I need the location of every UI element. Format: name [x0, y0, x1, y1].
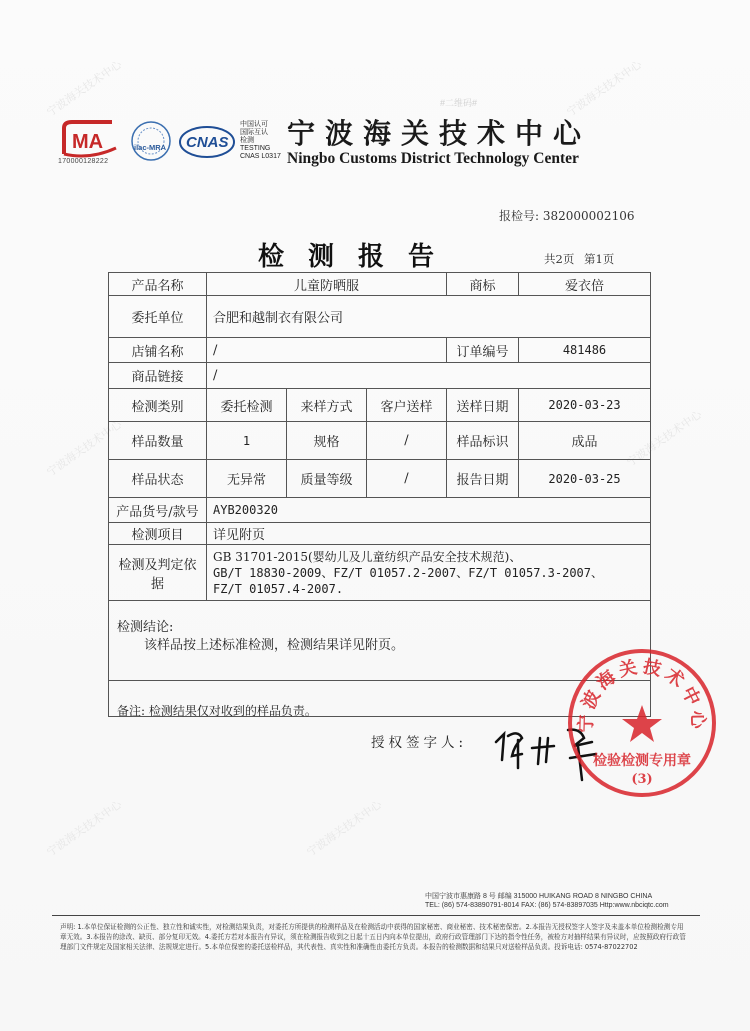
footer-address: 中国宁波市惠康路 8 号 邮编 315000 HUIKANG ROAD 8 NINGBO CHINA	[425, 893, 653, 900]
test-type-value: 委托检测	[207, 389, 287, 422]
table-row	[109, 273, 651, 296]
cma-number: 170000128222	[58, 158, 109, 165]
spec-value: /	[367, 422, 447, 460]
report-number: 报检号: 382000002106	[499, 209, 635, 223]
state-value: 无异常	[207, 460, 287, 498]
cma-logo-icon	[60, 118, 120, 160]
brand-value: 爱衣倍	[519, 273, 651, 296]
grade-value: /	[367, 460, 447, 498]
page-info: 共2页 第1页	[544, 252, 615, 266]
client-value: 合肥和越制衣有限公司	[207, 296, 651, 338]
remark-note: 备注: 检测结果仅对收到的样品负责。	[117, 704, 317, 718]
svg-text:ilac-MRA: ilac-MRA	[134, 143, 167, 152]
svg-text:MA: MA	[72, 131, 104, 153]
state-label: 样品状态	[109, 460, 207, 498]
official-seal-stamp	[566, 647, 718, 799]
link-value: /	[207, 363, 651, 389]
sample-mark-value: 成品	[519, 422, 651, 460]
link-label: 商品链接	[109, 363, 207, 389]
table-row	[109, 389, 651, 422]
sampling-value: 客户送样	[367, 389, 447, 422]
report-date-label: 报告日期	[447, 460, 519, 498]
table-row	[109, 296, 651, 338]
svg-text:宁波海关技术中心: 宁波海关技术中心	[575, 656, 709, 733]
conclusion-label: 检测结论:	[117, 620, 174, 635]
watermark: 宁波海关技术中心	[565, 58, 645, 119]
style-label: 产品货号/款号	[109, 498, 207, 523]
table-row	[109, 523, 651, 545]
table-row	[109, 422, 651, 460]
footer-contact: TEL: (86) 574-83890791-8014 FAX: (86) 574-83897035 Http:www.nbciqtc.com	[425, 902, 669, 909]
ilac-mra-logo-icon	[130, 120, 172, 162]
footer-disclaimer: 声明: 1.本单位保证检测的公正性、独立性和诚实性，对检测结果负责，对委托方所提供的检测样品及在检测活动中获得的国家秘密、商业秘密、技术秘密保密。2.本报告无授权签字人签字及未盖本单位检测检测专用章无效。3.本报告的涂改、缺页、部分复印无效。4.委托方若对本报告有异议，须在检测报告收到之日起十五日内向本单位提出，政府行政管理部门下达的指令性任务，被检方对抽样结果有异议时，应按照政府行政管理部门文件规定及国家相关法律、法规规定进行。5.本单位保密的委托送检样品，其代表性、真实性和准确性由委托方负责。本报告的检测数据和结果只对送检样品负责。投诉电话: 0574-87022702	[60, 923, 686, 951]
cnas-logo-icon	[178, 124, 236, 160]
shop-value: /	[207, 338, 447, 363]
submit-date-value: 2020-03-23	[519, 389, 651, 422]
basis-label: 检测及判定依据	[109, 545, 207, 601]
style-value: AYB200320	[207, 498, 651, 523]
qty-value: 1	[207, 422, 287, 460]
svg-text:检验检测专用章: 检验检测专用章	[593, 753, 691, 769]
test-type-label: 检测类别	[109, 389, 207, 422]
client-label: 委托单位	[109, 296, 207, 338]
table-row	[109, 363, 651, 389]
sample-mark-label: 样品标识	[447, 422, 519, 460]
svg-text:(3): (3)	[631, 772, 653, 787]
org-title-cn: 宁波海关技术中心	[287, 117, 592, 150]
conclusion-text: 该样品按上述标准检测，检测结果详见附页。	[144, 638, 405, 653]
brand-label: 商标	[447, 273, 519, 296]
cnas-accreditation-text: 中国认可 国际互认 检测 TESTING CNAS L0317	[240, 121, 281, 160]
org-title-en: Ningbo Customs District Technology Center	[287, 150, 579, 167]
submit-date-label: 送样日期	[447, 389, 519, 422]
table-row	[109, 498, 651, 523]
sampling-label: 来样方式	[287, 389, 367, 422]
shop-label: 店铺名称	[109, 338, 207, 363]
product-name-value: 儿童防晒服	[207, 273, 447, 296]
grade-label: 质量等级	[287, 460, 367, 498]
order-value: 481486	[519, 338, 651, 363]
report-title: 检测报告	[258, 242, 459, 272]
report-date-value: 2020-03-25	[519, 460, 651, 498]
footer-divider	[52, 915, 700, 916]
table-row	[109, 545, 651, 601]
qty-label: 样品数量	[109, 422, 207, 460]
watermark: 宁波海关技术中心	[45, 798, 125, 859]
faint-header-mark: #二维码#	[440, 98, 478, 108]
watermark: 宁波海关技术中心	[305, 798, 385, 859]
product-name-label: 产品名称	[109, 273, 207, 296]
table-row	[109, 338, 651, 363]
svg-text:CNAS: CNAS	[186, 134, 229, 151]
spec-label: 规格	[287, 422, 367, 460]
watermark: 宁波海关技术中心	[45, 418, 125, 479]
order-label: 订单编号	[447, 338, 519, 363]
signer-label: 授权签字人:	[371, 735, 468, 751]
watermark: 宁波海关技术中心	[625, 408, 705, 469]
table-row	[109, 460, 651, 498]
watermark: 宁波海关技术中心	[45, 58, 125, 119]
items-label: 检测项目	[109, 523, 207, 545]
items-value: 详见附页	[207, 523, 651, 545]
basis-value: GB 31701-2015(婴幼儿及儿童纺织产品安全技术规范)、 GB/T 18830-2009、FZ/T 01057.2-2007、FZ/T 01057.3-2007、 FZ/T 01057.4-2007.	[207, 545, 651, 601]
